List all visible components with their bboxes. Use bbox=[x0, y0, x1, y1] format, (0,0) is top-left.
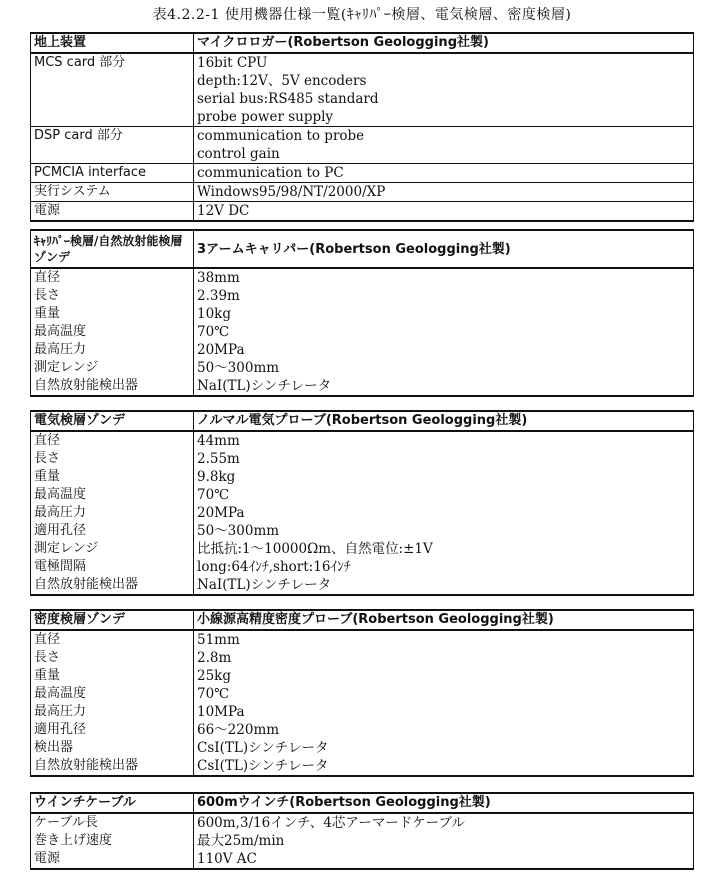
row-value: control gain bbox=[194, 145, 694, 164]
row-value: 70℃ bbox=[194, 685, 694, 703]
row-label: 自然放射能検出器 bbox=[31, 576, 194, 595]
row-label: 直径 bbox=[31, 268, 194, 287]
table-row bbox=[31, 757, 694, 776]
row-value: 比抵抗:1～10000Ωm、自然電位:±1V bbox=[194, 540, 694, 558]
row-value: CsI(TL)シンチレータ bbox=[194, 739, 694, 757]
row-label: MCS card 部分 bbox=[31, 53, 194, 72]
row-value: CsI(TL)シンチレータ bbox=[194, 757, 694, 776]
table-header-row bbox=[31, 793, 694, 813]
row-value: probe power supply bbox=[194, 108, 694, 127]
row-value: NaI(TL)シンチレータ bbox=[194, 377, 694, 396]
row-label: 長さ bbox=[31, 649, 194, 667]
table-header-row bbox=[31, 230, 694, 268]
caliper-sonde-table bbox=[30, 229, 694, 397]
table-row bbox=[31, 558, 694, 576]
table-row bbox=[31, 850, 694, 869]
table-row bbox=[31, 341, 694, 359]
winch-cable-table bbox=[30, 792, 694, 870]
table-row bbox=[31, 739, 694, 757]
row-label: 直径 bbox=[31, 431, 194, 450]
header-category: 電気検層ゾンデ bbox=[31, 411, 194, 431]
row-label: 電源 bbox=[31, 850, 194, 869]
row-value: 600m,3/16インチ、4芯アーマードケーブル bbox=[194, 813, 694, 832]
row-label: 電源 bbox=[31, 202, 194, 222]
row-label: 適用孔径 bbox=[31, 522, 194, 540]
row-label: 検出器 bbox=[31, 739, 194, 757]
row-label: 自然放射能検出器 bbox=[31, 757, 194, 776]
table-row bbox=[31, 287, 694, 305]
row-label: 最高圧力 bbox=[31, 504, 194, 522]
header-category: 地上装置 bbox=[31, 33, 194, 53]
table-row bbox=[31, 522, 694, 540]
table-header-row bbox=[31, 610, 694, 630]
row-label: 測定レンジ bbox=[31, 540, 194, 558]
surface-equipment-table bbox=[30, 32, 694, 222]
table-row bbox=[31, 305, 694, 323]
table-row bbox=[31, 486, 694, 504]
header-model: 3アームキャリパー(Robertson Geologging社製) bbox=[194, 230, 694, 268]
row-value: 51mm bbox=[194, 630, 694, 649]
density-sonde-table bbox=[30, 609, 694, 777]
row-label: DSP card 部分 bbox=[31, 127, 194, 146]
table-row bbox=[31, 468, 694, 486]
row-label: 最高圧力 bbox=[31, 341, 194, 359]
header-model: ノルマル電気プローブ(Robertson Geologging社製) bbox=[194, 411, 694, 431]
row-value: NaI(TL)シンチレータ bbox=[194, 576, 694, 595]
table-row bbox=[31, 72, 694, 90]
row-value: 70℃ bbox=[194, 323, 694, 341]
row-label: 重量 bbox=[31, 468, 194, 486]
table-row bbox=[31, 576, 694, 595]
row-label: 長さ bbox=[31, 450, 194, 468]
row-label bbox=[31, 108, 194, 127]
table-header-row bbox=[31, 411, 694, 431]
table-row bbox=[31, 685, 694, 703]
row-value: Windows95/98/NT/2000/XP bbox=[194, 183, 694, 202]
row-value: 9.8kg bbox=[194, 468, 694, 486]
table-row bbox=[31, 703, 694, 721]
row-value: serial bus:RS485 standard bbox=[194, 90, 694, 108]
row-label: 測定レンジ bbox=[31, 359, 194, 377]
row-label: 重量 bbox=[31, 667, 194, 685]
table-row bbox=[31, 630, 694, 649]
header-category: ｷｬﾘﾊﾟｰ検層/自然放射能検層ゾンデ bbox=[31, 230, 194, 268]
row-label: 最高温度 bbox=[31, 486, 194, 504]
table-row bbox=[31, 377, 694, 396]
row-label: 最高温度 bbox=[31, 685, 194, 703]
row-value: 20MPa bbox=[194, 504, 694, 522]
row-value: 50～300mm bbox=[194, 359, 694, 377]
table-row bbox=[31, 649, 694, 667]
table-row bbox=[31, 145, 694, 164]
row-value: 70℃ bbox=[194, 486, 694, 504]
row-label: ケーブル長 bbox=[31, 813, 194, 832]
row-value: 110V AC bbox=[194, 850, 694, 869]
row-value: 66～220mm bbox=[194, 721, 694, 739]
header-category: 密度検層ゾンデ bbox=[31, 610, 194, 630]
row-label: 重量 bbox=[31, 305, 194, 323]
row-value: depth:12V、5V encoders bbox=[194, 72, 694, 90]
row-value: 38mm bbox=[194, 268, 694, 287]
row-value: 16bit CPU bbox=[194, 53, 694, 72]
table-header-row bbox=[31, 33, 694, 53]
table-row bbox=[31, 183, 694, 202]
row-label bbox=[31, 90, 194, 108]
table-row bbox=[31, 450, 694, 468]
row-value: 25kg bbox=[194, 667, 694, 685]
row-label bbox=[31, 145, 194, 164]
row-value: 10MPa bbox=[194, 703, 694, 721]
table-row bbox=[31, 323, 694, 341]
row-value: long:64ｲﾝﾁ,short:16ｲﾝﾁ bbox=[194, 558, 694, 576]
row-value: 20MPa bbox=[194, 341, 694, 359]
header-model: 600mウインチ(Robertson Geologging社製) bbox=[194, 793, 694, 813]
table-row bbox=[31, 90, 694, 108]
row-label: 巻き上げ速度 bbox=[31, 832, 194, 850]
row-label: 最高温度 bbox=[31, 323, 194, 341]
table-row bbox=[31, 667, 694, 685]
table-row bbox=[31, 53, 694, 72]
header-model: 小線源高精度密度プローブ(Robertson Geologging社製) bbox=[194, 610, 694, 630]
row-value: 2.55m bbox=[194, 450, 694, 468]
table-row bbox=[31, 431, 694, 450]
row-value: communication to probe bbox=[194, 127, 694, 146]
row-value: 2.8m bbox=[194, 649, 694, 667]
table-row bbox=[31, 540, 694, 558]
table-row bbox=[31, 359, 694, 377]
header-category: ウインチケーブル bbox=[31, 793, 194, 813]
row-label bbox=[31, 72, 194, 90]
row-value: communication to PC bbox=[194, 164, 694, 183]
table-row bbox=[31, 164, 694, 183]
row-value: 44mm bbox=[194, 431, 694, 450]
document-title: 表4.2.2-1 使用機器仕様一覧(ｷｬﾘﾊﾟｰ検層、電気検層、密度検層) bbox=[152, 7, 572, 23]
table-row bbox=[31, 108, 694, 127]
row-value: 10kg bbox=[194, 305, 694, 323]
row-label: PCMCIA interface bbox=[31, 164, 194, 183]
row-label: 電極間隔 bbox=[31, 558, 194, 576]
table-row bbox=[31, 721, 694, 739]
table-row bbox=[31, 127, 694, 146]
header-model: マイクロロガー(Robertson Geologging社製) bbox=[194, 33, 694, 53]
row-label: 適用孔径 bbox=[31, 721, 194, 739]
table-row bbox=[31, 504, 694, 522]
table-row bbox=[31, 832, 694, 850]
electric-sonde-table bbox=[30, 410, 694, 596]
table-row bbox=[31, 202, 694, 222]
row-label: 自然放射能検出器 bbox=[31, 377, 194, 396]
row-value: 2.39m bbox=[194, 287, 694, 305]
row-label: 直径 bbox=[31, 630, 194, 649]
row-label: 実行システム bbox=[31, 183, 194, 202]
table-row bbox=[31, 268, 694, 287]
table-row bbox=[31, 813, 694, 832]
row-label: 長さ bbox=[31, 287, 194, 305]
row-value: 50～300mm bbox=[194, 522, 694, 540]
row-value: 最大25m/min bbox=[194, 832, 694, 850]
row-value: 12V DC bbox=[194, 202, 694, 222]
row-label: 最高圧力 bbox=[31, 703, 194, 721]
